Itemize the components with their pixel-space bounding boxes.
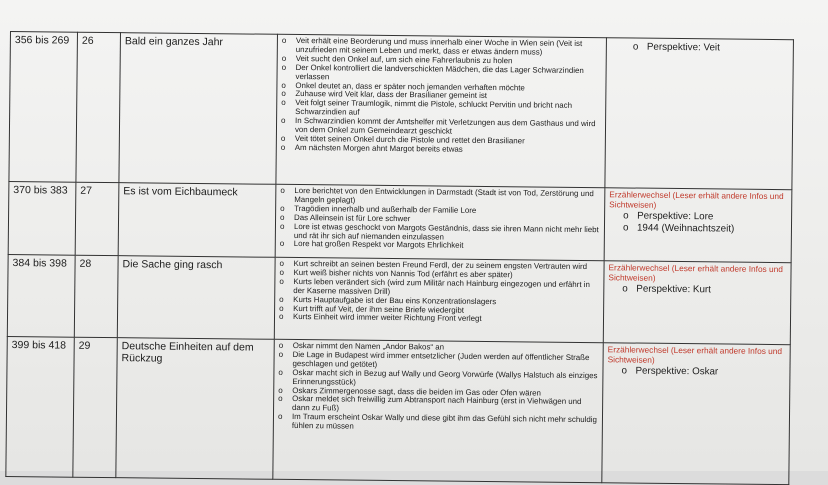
event-list [280, 187, 601, 253]
perspective-cell [604, 188, 792, 263]
event-item: o Veit sucht den Onkel auf, um sich eine Fahrerlaubnis zu holen [282, 55, 602, 67]
perspective-label: Perspektive: Veit [646, 41, 720, 54]
bullet-icon: o [622, 283, 628, 295]
table-row [8, 181, 792, 262]
event-item: o Veit tötet seinen Onkel durch die Pistole und rettet den Brasilianer [281, 135, 601, 147]
chapter-number: 29 [78, 339, 91, 352]
chapter-title-cell [119, 33, 278, 185]
narrator-change-note: Erzählerwechsel (Leser erhält andere Infos und Sichtweisen) [607, 344, 783, 365]
event-item: o Kurts leben verändert sich (wird zum Militär nach Hainburg eingezogen und erfährt in der Kaserne massiven Drill) [279, 278, 599, 299]
perspective-time-note: 1944 (Weihnachtszeit) [636, 222, 735, 235]
narrator-change-note: Erzählerwechsel (Leser erhält andere Infos und Sichtweisen) [609, 189, 784, 210]
narrator-change-note: Erzählerwechsel (Leser erhält andere Infos und Sichtweisen) [608, 262, 783, 283]
chapter-number: 27 [80, 184, 93, 197]
table-row [9, 32, 794, 190]
chapter-events-cell [273, 339, 603, 482]
chapter-events-cell [275, 184, 605, 260]
event-item: o Oskars Zimmergenosse sagt, dass die beiden im Gas oder Ofen wären [278, 386, 598, 398]
perspective-label: Perspektive: Oskar [635, 365, 719, 378]
page-range: 399 bis 418 [11, 339, 67, 352]
event-item: o Onkel deutet an, dass er später noch jemanden verhaften möchte [281, 81, 601, 93]
chapter-title: Bald ein ganzes Jahr [124, 35, 224, 49]
event-item: o Kurt trifft auf Veit, der ihm seine Briefe wiedergibt [279, 304, 599, 316]
event-item: o Die Lage in Budapest wird immer entsetzlicher (Juden werden auf öffentlicher Straße geschlagen und getötet) [278, 351, 598, 372]
event-item: o Am nächsten Morgen ahnt Margot bereits etwas [281, 144, 601, 156]
bullet-icon: o [623, 210, 629, 222]
chapter-summary-table [5, 31, 794, 485]
event-item: o Der Onkel kontrolliert die landverschickten Mädchen, die das Lager Schwarzindien verlassen [281, 64, 601, 85]
perspective-cell [602, 343, 790, 485]
perspective-cell [605, 38, 794, 190]
event-item: o Tragödien innerhalb und außerhalb der Familie Lore [280, 205, 600, 217]
bullet-icon: o [632, 41, 639, 53]
perspective-label: Perspektive: Kurt [636, 283, 711, 296]
event-item: o Zuhause wird Veit klar, dass der Brasilianer gemeint ist [281, 90, 601, 102]
event-item: o Kurts Einheit wird immer weiter Richtung Front verlegt [279, 313, 599, 325]
bullet-icon: o [621, 365, 627, 377]
event-item: o Kurt schreibt an seinen besten Freund Ferdl, der zu seinem engsten Vertrauten wird [280, 260, 600, 272]
event-item: o Oskar meldet sich freiwillig zum Abtransport nach Hainburg (erst in Viehwägen und dann zu Fuß) [278, 395, 598, 416]
chapter-title: Es ist vom Eichbaumeck [123, 185, 238, 199]
chapter-number: 28 [79, 257, 92, 270]
event-item: o Lore berichtet von den Entwicklungen in Darmstadt (Stadt ist von Tod, Zerstörung und Mangeln geplagt) [280, 187, 600, 208]
page-range-cell [6, 336, 74, 477]
table-row [7, 254, 791, 344]
chapter-events-cell [274, 257, 604, 342]
event-list [279, 260, 600, 326]
bullet-icon: o [622, 222, 629, 234]
perspective-cell [603, 261, 791, 345]
chapter-number-cell [73, 337, 117, 477]
page-range: 370 bis 383 [13, 184, 68, 197]
page-range-cell [9, 32, 78, 183]
chapter-title: Deutsche Einheiten auf dem Rückzug [121, 340, 254, 365]
chapter-events-cell [276, 34, 607, 187]
event-item: o Veit folgt seiner Traumlogik, nimmt die Pistole, schluckt Pervitin und bricht nach Schwarzindien auf [281, 99, 601, 120]
chapter-title: Die Sache ging rasch [122, 258, 223, 272]
table-row [6, 336, 790, 484]
event-item: o In Schwarzindien kommt der Amtshelfer mit Verletzungen aus dem Gasthaus und wird von dem Onkel zum Gemeindearzt geschickt [281, 117, 601, 138]
chapter-title-cell [116, 338, 274, 480]
page-range: 356 bis 269 [14, 34, 70, 47]
page-range-cell [8, 181, 76, 255]
event-item: o Oskar macht sich in Bezug auf Wally und Georg Vorwürfe (Wallys Halstuch als einziges Erinnerungsstück) [278, 369, 598, 390]
chapter-number-cell [74, 255, 118, 337]
event-item: o Oskar nimmt den Namen „Andor Bakos“ an [279, 342, 599, 354]
event-item: o Kurt weiß bisher nichts von Nannis Tod (erfährt es aber später) [279, 269, 599, 281]
page-range-cell [7, 254, 75, 337]
chapter-title-cell [117, 256, 275, 340]
chapter-number-cell [75, 182, 119, 255]
event-item: o Das Alleinsein ist für Lore schwer [280, 214, 600, 226]
event-item: o Veit erhält eine Beorderung und muss innerhalb einer Woche in Wien sein (Veit ist unzufrieden mit seinem Leben und merkt, dass er etwas ändern muss) [282, 37, 602, 58]
event-item: o Kurts Hauptaufgabe ist der Bau eins Konzentrationslagers [279, 295, 599, 307]
perspective-label: Perspektive: Lore [637, 210, 714, 223]
page-range: 384 bis 398 [12, 257, 67, 270]
event-item: o Im Traum erscheint Oskar Wally und diese gibt ihm das Gefühl sich nicht mehr schuldig fühlen zu müssen [278, 413, 598, 434]
chapter-title-cell [118, 183, 276, 258]
event-list [278, 342, 599, 434]
chapter-number: 26 [81, 34, 94, 47]
chapter-number-cell [76, 32, 121, 182]
event-item: o Lore ist etwas geschockt von Margots Geständnis, dass sie ihren Mann nicht mehr liebt und rät ihr sich auf niemanden einzulassen [280, 222, 600, 243]
event-item: o Lore hat großen Respekt vor Margots Ehrlichkeit [280, 240, 600, 252]
event-list [281, 37, 602, 156]
